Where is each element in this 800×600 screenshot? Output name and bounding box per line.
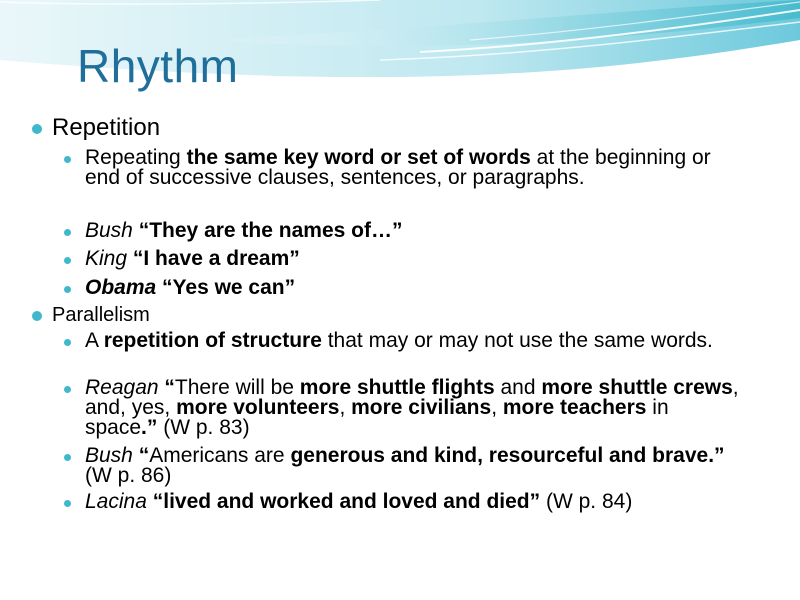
item-text [85,221,745,241]
text-run: and [494,376,542,399]
text-run: more teachers [502,396,647,419]
item-text [85,249,745,269]
item-text [85,331,745,351]
text-run: .” [141,416,158,439]
bullet-icon [64,286,71,293]
text-run: Americans are [149,444,291,467]
text-run: generous and kind, resourceful and brave.” [290,444,725,467]
bullet-icon [64,386,71,393]
text-run: more shuttle crews [541,376,733,399]
text-run: Repeating [85,146,187,169]
text-run: more volunteers [176,396,340,419]
text-run: Bush [85,444,133,467]
text-run: Reagan [85,376,159,399]
text-run: , [491,396,503,419]
text-run: , and, yes, [85,376,739,419]
text-run: that may or may not use the same words. [321,329,713,352]
text-run: “Yes we can” [162,276,296,299]
item-text [85,446,745,486]
item-text [85,492,745,512]
bullet-icon [32,124,42,134]
text-run: repetition of structure [103,329,322,352]
text-run: There will be [174,376,300,399]
bullet-icon [64,156,71,163]
text-run: Obama [85,276,157,299]
text-run: Bush [85,219,133,242]
bullet-icon [64,454,71,461]
section-heading: Repetition [52,114,161,141]
text-run: “ [138,444,150,467]
bullet-icon [64,500,71,507]
item-text [85,378,745,438]
text-run: “ [164,376,175,399]
text-run: “I have a dream” [132,247,300,270]
text-run: King [85,247,128,270]
item-text [85,278,745,298]
text-run: in space [85,396,669,439]
text-run: (W p. 84) [540,490,633,513]
text-run: “They are the names of…” [138,219,403,242]
text-run: “lived and worked and loved and died” [152,490,541,513]
bullet-icon [64,339,71,346]
text-run: A [85,329,104,352]
text-run: the same key word or set of words [186,146,531,169]
bullet-icon [32,311,42,321]
bullet-icon [64,257,71,264]
text-run: at the beginning or end of successive clauses, sentences, or paragraphs. [85,146,711,189]
text-run: (W p. 86) [85,464,172,487]
text-run: more shuttle flights [299,376,495,399]
text-run: (W p. 83) [157,416,250,439]
text-run: , [339,396,352,419]
bullet-icon [64,229,71,236]
slide-title: Rhythm [77,40,239,92]
text-run: more civilians [351,396,492,419]
text-run: Lacina [85,490,147,513]
section-heading: Parallelism [52,304,150,326]
item-text [85,148,745,188]
